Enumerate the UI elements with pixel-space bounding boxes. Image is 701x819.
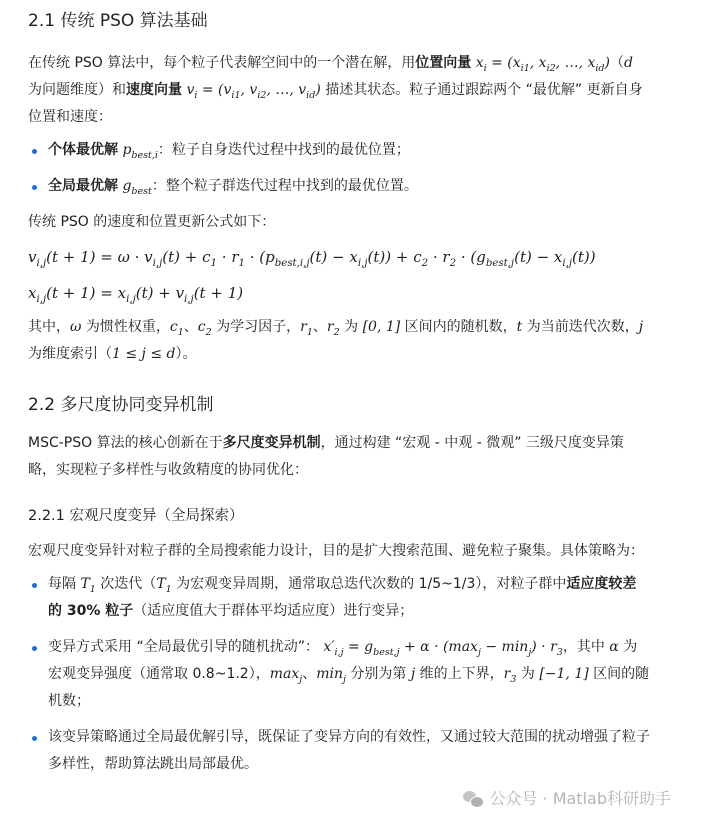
bold-term: 位置向量: [415, 55, 472, 71]
math-subscript: 3: [510, 673, 517, 685]
math-subscript: 2: [333, 326, 340, 338]
math-subscript: j: [342, 673, 346, 685]
math-expression: (t + 1) = ω · v: [46, 248, 153, 266]
text-run: 为维度索引（: [28, 346, 112, 362]
text-run: 为: [516, 666, 540, 682]
math-subscript: 3: [556, 646, 563, 658]
text-run: 为当前迭代次数，: [522, 319, 639, 335]
math-expression: g: [118, 178, 132, 194]
text-run: ）。: [175, 346, 197, 362]
text-run: 为学习因子，: [211, 319, 301, 335]
text-run: 描述其状态。粒子通过跟踪两个 “最优解” 更新自身位置和速度：: [28, 82, 643, 125]
bold-term: 全局最优解: [48, 178, 118, 194]
math-expression: r: [300, 319, 307, 335]
text-run: 为宏观变异周期，通常取总迭代次数的 1/5~1/3），对粒子群中: [171, 576, 567, 592]
text-run: 分别为第: [345, 666, 411, 682]
paragraph-formula-intro: [28, 209, 650, 236]
math-subscript: id: [595, 62, 605, 74]
bullet-list-macro: [28, 571, 650, 778]
paragraph-msc-intro: [28, 430, 650, 484]
math-expression: r: [326, 319, 334, 335]
heading-2-2: 2.2 多尺度协同变异机制: [28, 395, 214, 415]
math-expression: j: [410, 666, 416, 682]
text-run: （适应度值大于群体平均适应度）进行变异；: [133, 603, 414, 619]
math-subscript: 1: [165, 583, 172, 595]
math-subscript: 2: [421, 258, 429, 269]
text-run: 变异方式采用 “全局最优引导的随机扰动”：: [48, 639, 319, 655]
text-run: MSC-PSO 算法的核心创新在于: [28, 435, 223, 451]
text-run: 其中，: [28, 319, 70, 335]
math-expression: ) · r: [531, 639, 557, 655]
text-run: 为: [339, 319, 363, 335]
text-run: 维的上下界，: [415, 666, 504, 682]
math-expression: · (p: [245, 248, 275, 266]
math-expression: (t + 1): [193, 284, 244, 302]
math-expression: min: [316, 666, 343, 682]
paragraph-macro-intro: [28, 538, 650, 565]
math-expression: T: [80, 576, 90, 592]
math-subscript: i,j: [357, 258, 368, 269]
math-subscript: i2: [257, 89, 267, 101]
math-expression: = g: [343, 639, 374, 655]
watermark-text: 公众号 · Matlab科研助手: [489, 789, 671, 808]
math-expression: x: [471, 55, 484, 71]
math-expression: x: [28, 284, 37, 302]
math-subscript: best,j: [373, 646, 400, 658]
math-expression: ): [315, 82, 321, 98]
text-run: 该变异策略通过全局最优解引导，既保证了变异方向的有效性，又通过较大范围的扰动增强了粒子多样性，帮助算法跳出局部最优。: [48, 729, 650, 772]
list-item-gbest: [48, 173, 650, 200]
math-subscript: i2: [546, 62, 556, 74]
text-run: ：整个粒子群迭代过程中找到的最优位置。: [151, 178, 418, 194]
math-expression: t: [516, 319, 523, 335]
heading-2-2-1: 2.2.1 宏观尺度变异（全局探索）: [28, 508, 244, 524]
article: [28, 0, 650, 778]
math-subscript: i,j: [126, 294, 136, 305]
math-expression: = (v: [197, 82, 232, 98]
math-expression: v: [28, 248, 37, 266]
math-expression: , v: [240, 82, 258, 98]
math-subscript: i: [483, 62, 487, 74]
equation-velocity-update: [28, 242, 650, 272]
watermark: [0, 787, 671, 811]
text-run: 在传统 PSO 算法中，每个粒子代表解空间中的一个潜在解，用: [28, 55, 416, 71]
math-subscript: best,i,j: [274, 258, 310, 269]
math-expression: = (x: [486, 55, 521, 71]
text-run: 、: [302, 666, 317, 682]
math-expression: · r: [428, 248, 450, 266]
math-subscript: i,j: [334, 646, 344, 658]
math-subscript: 2: [449, 258, 457, 269]
math-subscript: i,j: [36, 258, 47, 269]
text-run: ：粒子自身迭代过程中找到的最优位置；: [157, 142, 410, 158]
math-expression: c: [197, 319, 206, 335]
math-subscript: i,j: [184, 294, 194, 305]
math-expression: r: [503, 666, 511, 682]
math-expression: d: [623, 55, 633, 71]
math-subscript: 1: [89, 583, 96, 595]
math-expression: (t)) + c: [367, 248, 422, 266]
math-subscript: i,j: [36, 294, 47, 305]
text-run: 为问题维度）和: [28, 82, 126, 98]
math-subscript: id: [306, 89, 316, 101]
math-subscript: best,i: [131, 149, 158, 161]
text-run: 、: [312, 319, 327, 335]
math-expression: 1 ≤ j ≤ d: [112, 346, 176, 362]
math-expression: − min: [480, 639, 529, 655]
math-expression: x′: [318, 639, 335, 655]
math-expression: [0, 1]: [362, 319, 401, 335]
text-run: （: [609, 55, 624, 71]
math-expression: j: [638, 319, 644, 335]
text-run: 为宏观变异强度（通常取 0.8~1.2），: [48, 639, 638, 682]
math-expression: max: [269, 666, 300, 682]
math-subscript: j: [299, 673, 303, 685]
math-expression: (t) + c: [162, 248, 211, 266]
math-expression: + α · (max: [399, 639, 478, 655]
heading-2-1: 2.1 传统 PSO 算法基础: [28, 11, 208, 31]
math-subscript: 1: [210, 258, 218, 269]
math-expression: ): [604, 55, 610, 71]
bullet-list-best: [28, 137, 650, 200]
equation-position-update: [28, 278, 650, 308]
wechat-icon: [463, 791, 483, 808]
math-expression: (t) − x: [309, 248, 358, 266]
bold-term: 速度向量: [126, 82, 182, 98]
math-subscript: 1: [306, 326, 313, 338]
list-item-macro-method: [48, 634, 650, 715]
math-subscript: j: [528, 646, 532, 658]
text-run: 宏观尺度变异针对粒子群的全局搜索能力设计，目的是扩大搜索范围、避免粒子聚集。具体策略为：: [28, 543, 644, 559]
math-subscript: 1: [177, 326, 184, 338]
math-expression: v: [182, 82, 195, 98]
math-subscript: i1: [231, 89, 241, 101]
text-run: 次迭代（: [95, 576, 157, 592]
math-expression: (t) − x: [514, 248, 563, 266]
math-subscript: j: [477, 646, 481, 658]
math-expression: p: [118, 142, 132, 158]
text-run: ，其中: [562, 639, 610, 655]
text-run: 传统 PSO 的速度和位置更新公式如下：: [28, 214, 276, 230]
math-subscript: i: [194, 89, 198, 101]
list-item-pbest: [48, 137, 650, 164]
paragraph-symbol-definitions: [28, 314, 650, 368]
text-run: ，通过构建 “宏观 - 中观 - 微观” 三级尺度变异策略，实现粒子多样性与收敛精度的协同优化：: [28, 435, 624, 478]
math-expression: ω: [70, 319, 82, 335]
math-expression: (t) + v: [135, 284, 185, 302]
math-subscript: i1: [520, 62, 530, 74]
text-run: 区间的随机数；: [48, 666, 650, 709]
math-expression: · (g: [456, 248, 486, 266]
math-expression: (t + 1) = x: [46, 284, 127, 302]
text-run: 区间内的随机数，: [400, 319, 517, 335]
bold-term: 个体最优解: [48, 142, 118, 158]
bold-term: 适应度较差的 30% 粒子: [48, 576, 637, 619]
math-expression: c: [169, 319, 178, 335]
math-expression: [−1, 1]: [539, 666, 589, 682]
math-subscript: i,j: [562, 258, 573, 269]
math-expression: , x: [529, 55, 547, 71]
math-expression: (t)): [572, 248, 596, 266]
math-expression: α: [609, 639, 619, 655]
math-subscript: 1: [238, 258, 245, 269]
math-subscript: 2: [205, 326, 212, 338]
list-item-macro-effect: [48, 724, 650, 778]
paragraph-pso-intro: [28, 50, 650, 131]
text-run: 每隔: [48, 576, 81, 592]
math-expression: , …, v: [266, 82, 307, 98]
math-expression: , …, x: [555, 55, 596, 71]
bold-term: 多尺度变异机制: [222, 435, 321, 451]
math-subscript: best,j: [485, 258, 515, 269]
list-item-macro-period: [48, 571, 650, 625]
text-run: 为惯性权重，: [81, 319, 170, 335]
math-expression: T: [156, 576, 166, 592]
math-expression: · r: [217, 248, 239, 266]
math-subscript: best: [131, 185, 152, 197]
math-subscript: i,j: [152, 258, 163, 269]
text-run: 、: [183, 319, 198, 335]
